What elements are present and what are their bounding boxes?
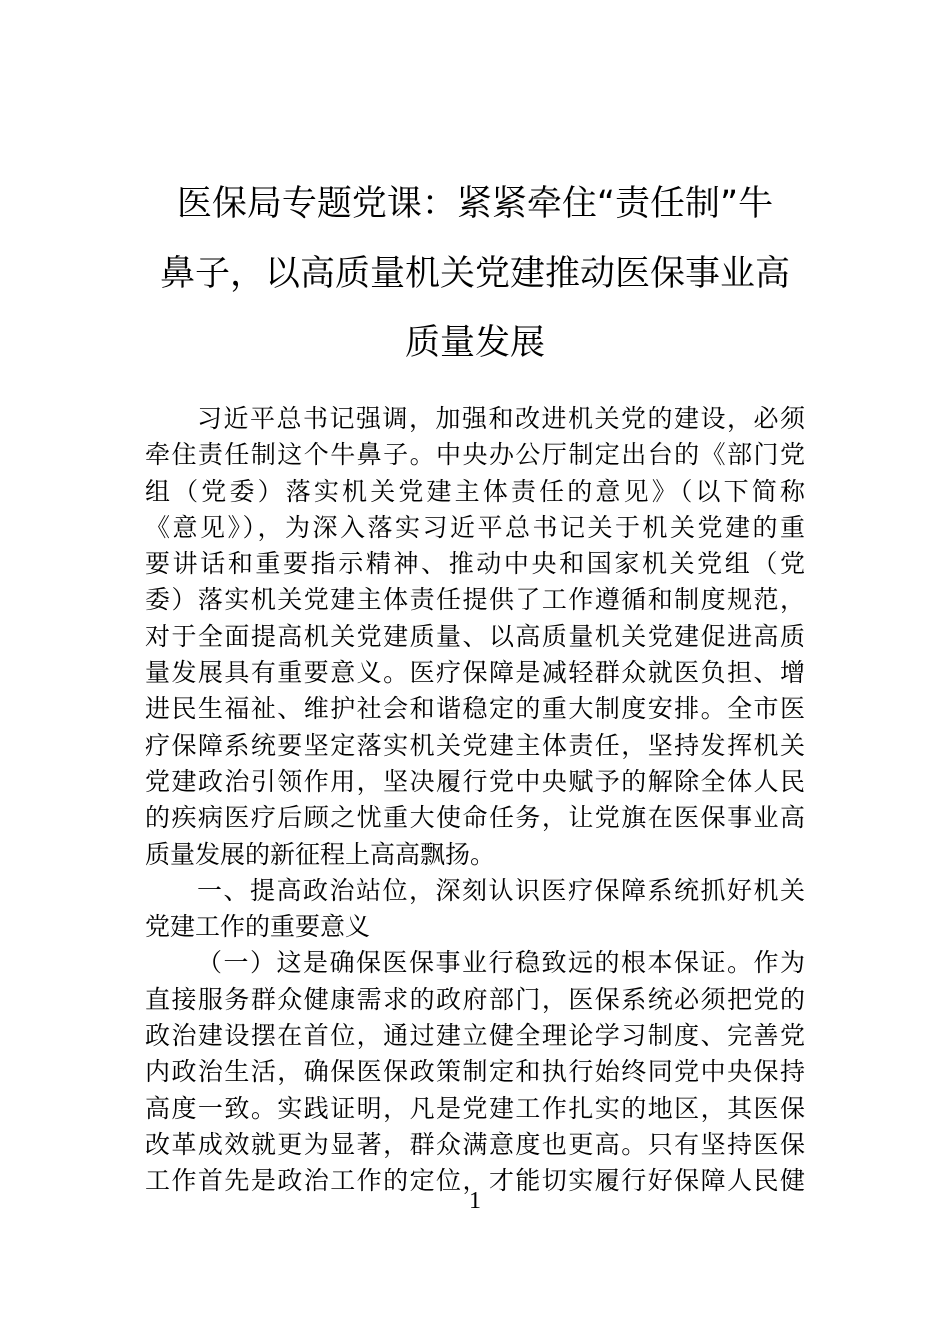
text-line: 一、提高政治站位，深刻认识医疗保障系统抓好机关 xyxy=(197,875,805,905)
text-line: 直接服务群众健康需求的政府部门，医保系统必须把党的 xyxy=(145,984,805,1014)
text-line: 改革成效就更为显著，群众满意度也更高。只有坚持医保 xyxy=(145,1129,805,1159)
text-line: 工作首先是政治工作的定位，才能切实履行好保障人民健 xyxy=(145,1166,805,1196)
text-line: 疗保障系统要坚定落实机关党建主体责任，坚持发挥机关 xyxy=(145,730,805,760)
text-line: 高度一致。实践证明，凡是党建工作扎实的地区，其医保 xyxy=(145,1093,805,1123)
text-line: 组（党委）落实机关党建主体责任的意见》（以下简称 xyxy=(145,476,805,506)
document-body xyxy=(145,401,805,1200)
paragraph xyxy=(145,401,805,873)
text-line: 进民生福祉、维护社会和谐稳定的重大制度安排。全市医 xyxy=(145,694,805,724)
section-heading xyxy=(145,873,805,946)
text-line: 量发展具有重要意义。医疗保障是减轻群众就医负担、增 xyxy=(145,658,805,688)
text-line: 习近平总书记强调，加强和改进机关党的建设，必须 xyxy=(197,404,805,433)
text-line: 《意见》），为深入落实习近平总书记关于机关党建的重 xyxy=(145,512,805,542)
title-line: 鼻子，以高质量机关党建推动医保事业高 xyxy=(159,253,790,294)
paragraph xyxy=(145,945,805,1199)
text-line: 党建政治引领作用，坚决履行党中央赋予的解除全体人民 xyxy=(145,766,805,796)
text-line: 党建工作的重要意义 xyxy=(145,912,371,942)
text-line: 的疾病医疗后顾之忧重大使命任务，让党旗在医保事业高 xyxy=(145,803,805,833)
title-line: 质量发展 xyxy=(404,323,545,363)
text-line: 对于全面提高机关党建质量、以高质量机关党建促进高质 xyxy=(145,621,805,651)
text-line: 委）落实机关党建主体责任提供了工作遵循和制度规范， xyxy=(145,585,805,615)
page-number: 1 xyxy=(469,1188,481,1214)
text-line: 要讲话和重要指示精神、推动中央和国家机关党组（党 xyxy=(145,549,805,579)
title-line: 医保局专题党课：紧紧牵住“责任制”牛 xyxy=(176,184,774,224)
text-line: 牵住责任制这个牛鼻子。中央办公厅制定出台的《部门党 xyxy=(145,440,805,470)
text-line: （一）这是确保医保事业行稳致远的根本保证。作为 xyxy=(197,948,805,978)
text-line: 质量发展的新征程上高高飘扬。 xyxy=(145,839,496,869)
text-line: 政治建设摆在首位，通过建立健全理论学习制度、完善党 xyxy=(145,1021,805,1051)
document-title xyxy=(0,170,950,379)
text-line: 内政治生活，确保医保政策制定和执行始终同党中央保持 xyxy=(145,1057,805,1087)
